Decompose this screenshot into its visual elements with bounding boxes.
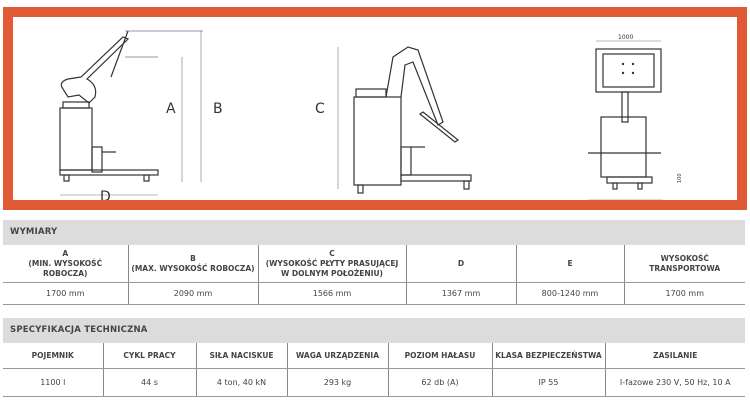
header-d: D [406, 245, 516, 283]
value-safety-class: IP 55 [492, 369, 605, 397]
label-1000: 1000 [618, 34, 634, 41]
header-capacity: POJEMNIK [3, 343, 103, 369]
side-view-2-drawing [354, 47, 471, 193]
label-a: A [166, 101, 176, 117]
value-weight: 293 kg [287, 369, 388, 397]
header-transport-height: WYSOKOŚĆ TRANSPORTOWA [624, 245, 745, 283]
technical-drawings [13, 17, 737, 200]
specs-table [3, 343, 745, 397]
specs-value-row [3, 369, 745, 397]
side-view-1-drawing [60, 31, 203, 181]
header-force: SIŁA NACISKUE [196, 343, 287, 369]
header-c: C (WYSOKOŚĆ PŁYTY PRASUJĄCEJ W DOLNYM POŁOŻENIU) [258, 245, 406, 283]
header-power: ZASILANIE [605, 343, 745, 369]
dimensions-table [3, 245, 745, 305]
label-c: C [315, 101, 325, 117]
header-weight: WAGA URZĄDZENIA [287, 343, 388, 369]
value-e: 800-1240 mm [516, 283, 624, 305]
header-b: B (MAX. WYSOKOŚĆ ROBOCZA) [128, 245, 258, 283]
label-100: 100 [677, 173, 683, 183]
header-a: A (MIN. WYSOKOŚĆ ROBOCZA) [3, 245, 128, 283]
value-force: 4 ton, 40 kN [196, 369, 287, 397]
specs-header-row [3, 343, 745, 369]
value-transport-height: 1700 mm [624, 283, 745, 305]
label-b: B [213, 101, 223, 117]
value-cycle: 44 s [103, 369, 196, 397]
header-e: E [516, 245, 624, 283]
dimensions-value-row [3, 283, 745, 305]
value-noise: 62 db (A) [388, 369, 492, 397]
value-d: 1367 mm [406, 283, 516, 305]
value-a: 1700 mm [3, 283, 128, 305]
front-view-drawing [588, 49, 661, 189]
label-d: D [100, 189, 111, 200]
value-capacity: 1100 l [3, 369, 103, 397]
header-safety-class: KLASA BEZPIECZEŃSTWA [492, 343, 605, 369]
value-power: I-fazowe 230 V, 50 Hz, 10 A [605, 369, 745, 397]
value-b: 2090 mm [128, 283, 258, 305]
drawings-frame [3, 7, 747, 210]
header-cycle: CYKL PRACY [103, 343, 196, 369]
value-c: 1566 mm [258, 283, 406, 305]
dimensions-title: WYMIARY [3, 220, 745, 245]
specs-title: SPECYFIKACJA TECHNICZNA [3, 318, 745, 343]
header-noise: POZIOM HAŁASU [388, 343, 492, 369]
dimensions-header-row [3, 245, 745, 283]
